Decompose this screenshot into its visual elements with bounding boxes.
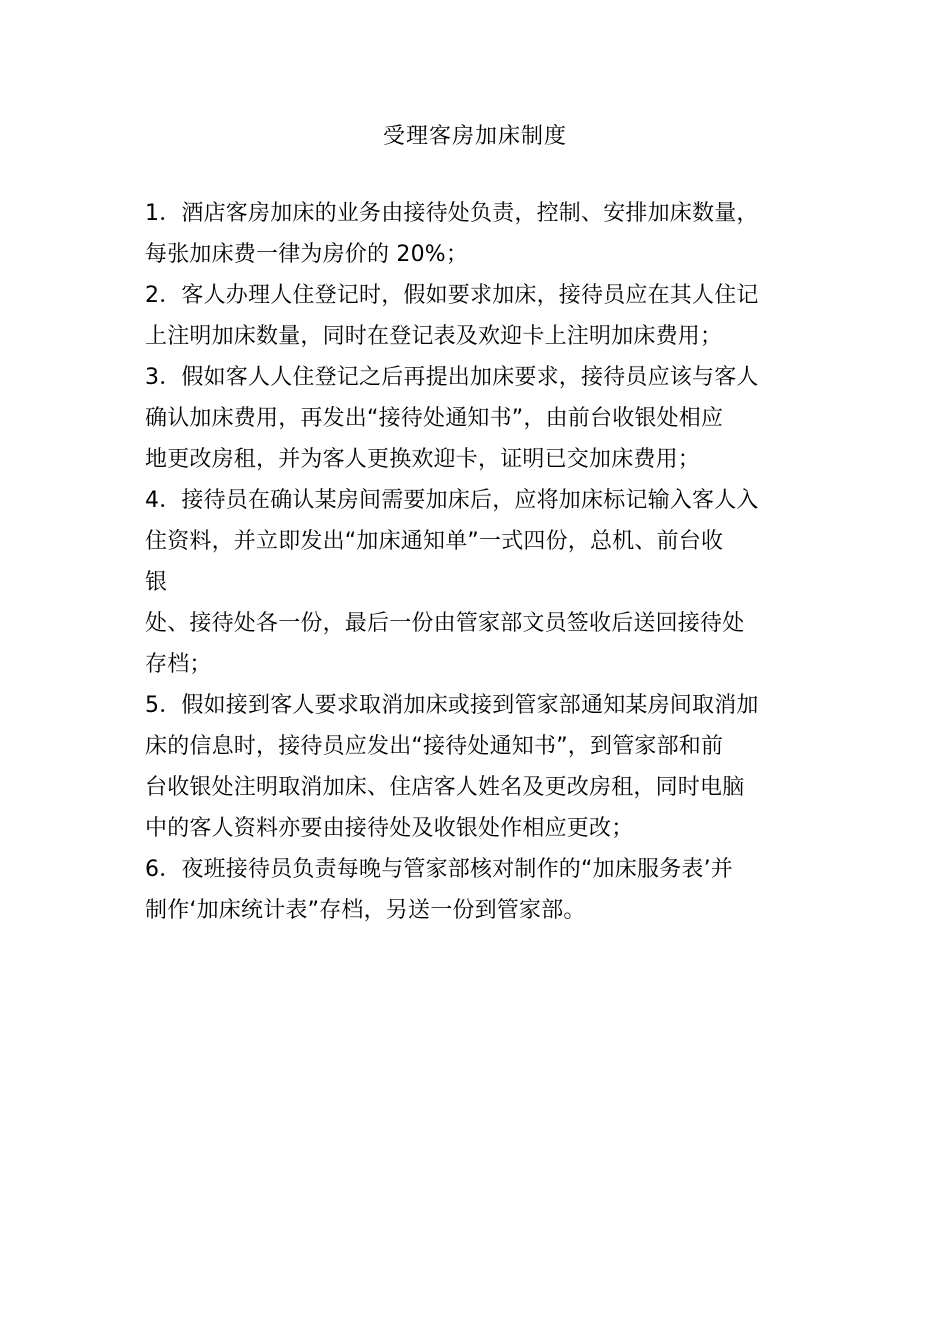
document-body (145, 193, 815, 931)
text-line: 制作‘加床统计表”存档，另送一份到管家部。 (145, 898, 586, 923)
text-line: 中的客人资料亦要由接待处及收银处作相应更改； (145, 816, 634, 841)
text-line: 住资料，并立即发出“加床通知单”一式四份，总机、前台收 (145, 529, 724, 554)
text-line: 5．假如接到客人要求取消加床或接到管家部通知某房间取消加 (145, 693, 759, 718)
text-line: 每张加床费一律为房价的 20%； (145, 242, 469, 267)
text-line: 存档； (145, 652, 212, 677)
text-line: 6．夜班接待员负责每晚与管家部核对制作的“加床服务表’并 (145, 857, 733, 882)
text-line: 4．接待员在确认某房间需要加床后，应将加床标记输入客人入 (145, 488, 759, 513)
text-line: 床的信息时，接待员应发出“接待处通知书”，到管家部和前 (145, 734, 724, 759)
text-line: 台收银处注明取消加床、住店客人姓名及更改房租，同时电脑 (145, 775, 745, 800)
text-line: 处、接待处各一份，最后一份由管家部文员签收后送回接待处 (145, 611, 745, 636)
text-line: 3．假如客人人住登记之后再提出加床要求，接待员应该与客人 (145, 365, 759, 390)
text-line: 确认加床费用，再发出“接待处通知书”，由前台收银处相应 (145, 406, 724, 431)
text-line: 地更改房租，并为客人更换欢迎卡，证明已交加床费用； (145, 447, 701, 472)
text-line: 银 (145, 570, 168, 595)
document-title: 受理客房加床制度 (382, 124, 567, 149)
text-line: 1．酒店客房加床的业务由接待处负责，控制、安排加床数量， (145, 201, 759, 226)
text-line: 上注明加床数量，同时在登记表及欢迎卡上注明加床费用； (145, 324, 723, 349)
text-line: 2．客人办理人住登记时，假如要求加床，接待员应在其人住记 (145, 283, 759, 308)
